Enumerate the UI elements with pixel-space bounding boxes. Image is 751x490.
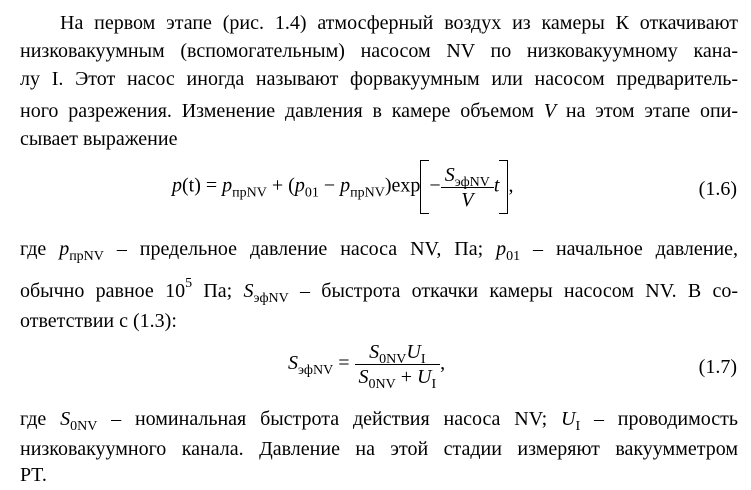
- eq17-numS: S: [369, 341, 380, 363]
- eq16-plus: + (: [266, 174, 295, 197]
- eq16-equals: =: [200, 174, 223, 197]
- eq17-denU: U: [417, 366, 432, 388]
- para2-line1: [20, 236, 738, 262]
- eq16-p: p: [172, 174, 182, 197]
- para1-line4-text-a: ного разрежения. Изменение давления в камере объемом: [20, 100, 535, 122]
- para1-line2: низковакуумным (вспомогательным) насосом NV по низковакуумному кана-: [20, 40, 738, 62]
- para1-line1: На первом этапе (рис. 1.4) атмосферный воздух из камеры К откачивают: [60, 12, 738, 34]
- eq17-numUsub: I: [420, 352, 426, 367]
- volume-symbol: V: [543, 100, 557, 122]
- eq17-denSsub: 0NV: [368, 377, 396, 392]
- eq17-denominator: [355, 365, 441, 392]
- eq17-numSsub: 0NV: [379, 352, 407, 367]
- para1-line4-text-b: на этом этапе опи-: [565, 100, 739, 122]
- para1-line4: [20, 98, 738, 124]
- equation-1-6: [172, 160, 513, 214]
- equation-number-1-7: (1.7): [698, 356, 737, 378]
- eq16-comma: ,: [508, 174, 514, 197]
- eq17-denUsub: I: [431, 377, 437, 392]
- para2-exp5: 5: [185, 276, 193, 291]
- para2-gde: где: [20, 238, 47, 260]
- eq16-S: S: [444, 163, 455, 186]
- eq16-sub-pr: прNV: [232, 185, 267, 201]
- eq17-fraction: [355, 340, 441, 392]
- eq17-numerator: [355, 340, 441, 365]
- para3-text-b: – номинальная быстрота действия насоса NV;: [111, 408, 548, 430]
- equation-1-7: [288, 340, 446, 392]
- eq16-numerator: [441, 163, 494, 188]
- eq16-denominator: V: [461, 188, 474, 211]
- para2-p: p: [59, 238, 70, 260]
- para3-U: U: [561, 408, 576, 430]
- eq17-sub-ef: эфNV: [298, 363, 334, 379]
- para2-pa: Па;: [203, 280, 233, 302]
- para2-text-b: – предельное давление насоса NV, Па;: [116, 238, 484, 260]
- para3-subI: I: [575, 419, 581, 434]
- para2-sub-ef: эфNV: [253, 291, 289, 306]
- para2-sub-pr: прNV: [69, 249, 104, 264]
- eq16-fraction: [441, 163, 494, 212]
- eq16-sub-ef: эфNV: [454, 174, 490, 190]
- eq16-close: ): [384, 174, 392, 197]
- eq16-p3: p: [294, 174, 305, 197]
- para3-text-c: – проводимость: [593, 408, 738, 430]
- para3-line2: низковакуумного канала. Давление на этой стадии измеряют вакуумметром: [20, 438, 738, 460]
- para1-line3: лу I. Этот насос иногда называют форвакуумным или насосом предваритель-: [20, 68, 738, 90]
- eq16-p4: p: [340, 174, 351, 197]
- para2-text-l2c: – быстрота откачки камеры насосом NV. В со-: [300, 280, 739, 302]
- para1-line5: сывает выражение: [20, 128, 178, 150]
- eq17-numU: U: [406, 341, 421, 363]
- eq16-p2: p: [222, 174, 233, 197]
- eq17-denS: S: [358, 366, 369, 388]
- para2-line3: ответствии с (1.3):: [20, 310, 177, 332]
- para2-text-l2a: обычно равное 10: [20, 280, 186, 302]
- eq17-denPlus: +: [395, 366, 418, 388]
- eq17-comma: ,: [440, 352, 446, 375]
- eq16-exp: exp: [391, 174, 421, 197]
- eq16-neg: −: [429, 174, 441, 197]
- para3-gde: где: [20, 408, 47, 430]
- equation-number-1-6: (1.6): [698, 178, 737, 200]
- para3-line1: [20, 406, 738, 432]
- eq16-tvar: t: [493, 174, 500, 197]
- para3-sub0: 0NV: [70, 419, 98, 434]
- eq16-t: (t): [182, 174, 201, 197]
- para2-line2: [20, 278, 738, 304]
- eq17-S: S: [288, 352, 298, 375]
- eq16-sub01: 01: [304, 185, 319, 201]
- para2-text-c: – начальное давление,: [533, 238, 739, 260]
- para2-sub01: 01: [506, 249, 521, 264]
- para3-line3: PT.: [20, 464, 47, 486]
- eq17-equals: =: [333, 352, 355, 375]
- para3-S: S: [60, 408, 71, 430]
- eq16-sub-pr2: прNV: [350, 185, 385, 201]
- para2-p01: p: [496, 238, 507, 260]
- eq16-minus: −: [318, 174, 341, 197]
- para2-S: S: [243, 280, 254, 302]
